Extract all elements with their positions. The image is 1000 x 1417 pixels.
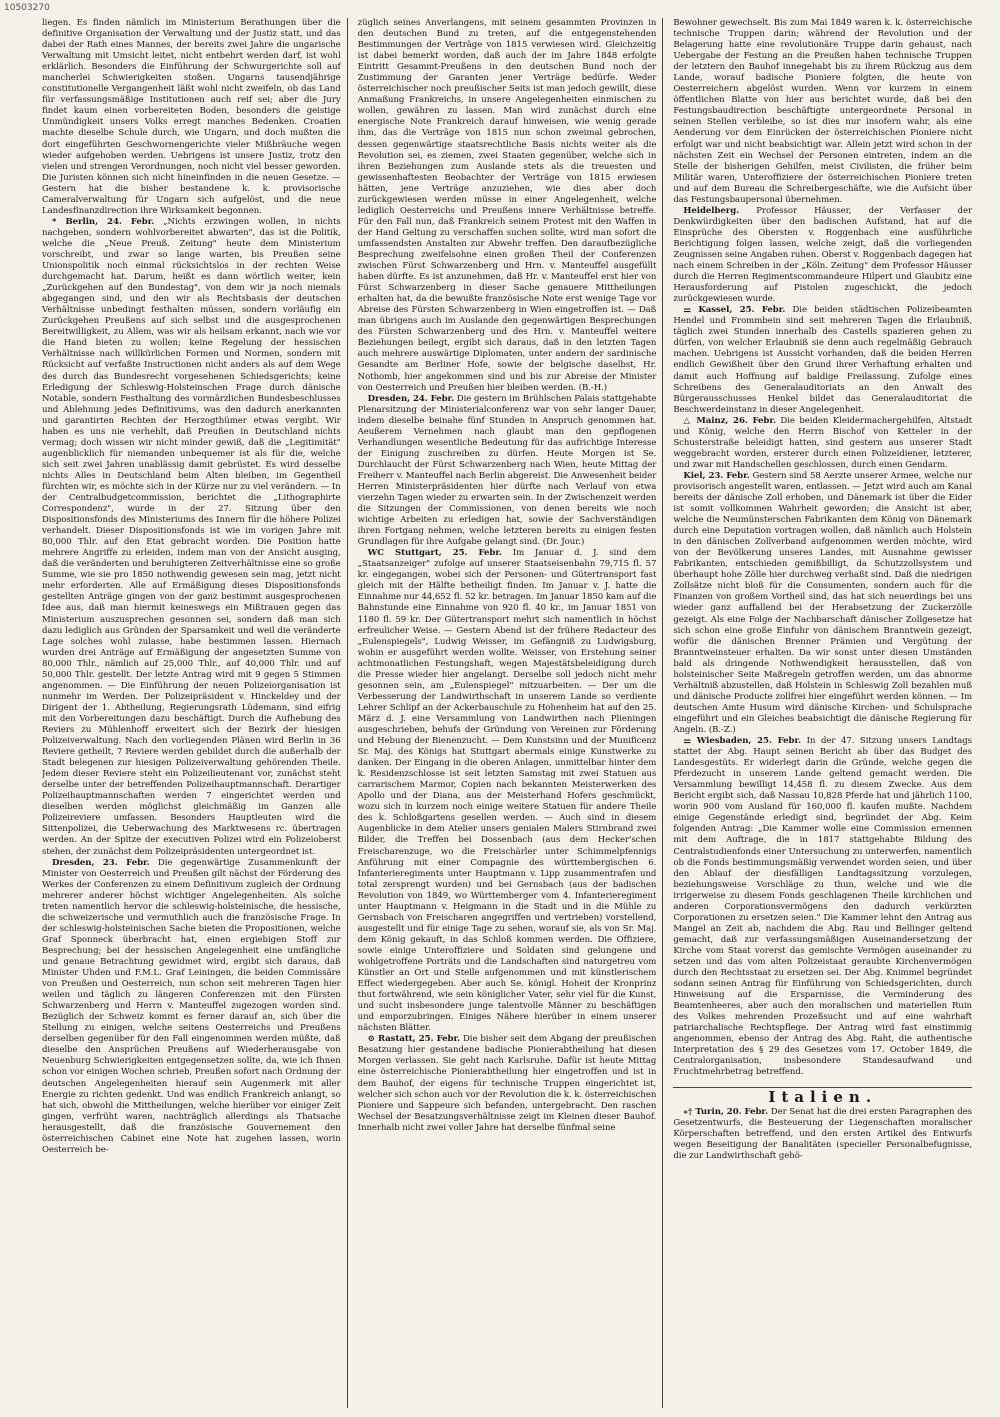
- article-text: Die beiden städtischen Polizeibeamten Hendel und Frommbein sind seit mehreren Tagen die Erlaubniß, täglich zwei Stunden innerhalb des Castells spazieren gehen zu dürfen, von welcher Erlaubniß sie denn auch regelmäßig Gebrauch machen. Uebrigens ist Aussicht vorhanden, daß die beiden Herren endlich Gewißheit über den Grund ihrer Verhaftung erhalten und damit auch Hoffnung auf baldige Freilassung. Zufolge eines Schreibens des Generalauditoriats an den Anwalt des Bürgerausschusses Henkel bildet das Generalauditoriat die Beschwerdeinstanz in dieser Angelegenheit.: [673, 305, 973, 415]
- article-paragraph: [673, 18, 972, 206]
- column-3: [673, 18, 972, 1408]
- article-paragraph: [358, 548, 657, 1034]
- article-dateline: ⚌ Wiesbaden, 25. Febr.: [683, 736, 802, 747]
- article-paragraph: [358, 1034, 657, 1133]
- article-paragraph: [42, 18, 341, 217]
- page-id-label: 10503270: [4, 3, 50, 13]
- article-paragraph: [42, 858, 341, 1156]
- article-dateline: Dresden, 23. Febr.: [52, 857, 150, 868]
- article-dateline: ⊙ Rastatt, 25. Febr.: [367, 1034, 461, 1045]
- article-paragraph: [673, 416, 972, 471]
- section-heading: Italien.: [673, 1087, 972, 1103]
- article-text: Im Januar d. J. sind dem „Staatsanzeiger" zufolge auf unserer Staatseisenbahn 79,715 fl. 57 kr. eingegangen, wobei sich der Personen- und Gütertransport fast gleich mit der Hälfte betheiligt finden. Im Januar v. J. hatte die Einnahme nur 44,652 fl. 52 kr. betragen. Im Januar 1850 kam auf die Bahnstunde eine Einnahme von 920 fl. 40 kr., im Januar 1851 von 1180 fl. 59 kr. Der Gütertransport mehrt sich namentlich in höchst erfreulicher Weise. — Gestern Abend ist der frühere Redacteur des „Eulenspiegels", Ludwig Weisser, im Gefängniß zu Ludwigsburg, wohin er ausgeführt werden wollte. Weisser, von Erstehung seiner achtmonatlichen Festungshaft, wegen Majestätsbeleidigung durch die Presse wieder hier angelangt. Derselbe soll jedoch nicht mehr gesonnen sein, am „Eulenspiegel" mitzuarbeiten. — Der um die Verbesserung der Landwirthschaft in unserem Lande so verdiente Lehrer Schlipf an der Ackerbauschule zu Hohenheim hat auf den 25. März d. J. eine Versammlung von Landwirthen nach Plieningen ausgeschrieben, behufs der Gründung von Vereinen zur Förderung und Hebung der Bienenzucht. — Dem Kunstsinn und der Munificenz Sr. Maj. des Königs hat Stuttgart abermals einige Kunstwerke zu danken. Der Eingang in die oberen Anlagen, unmittelbar hinter dem k. Residenzschlosse ist seit letzten Samstag mit zwei Statuen aus carrarischem Marmor, Copien nach bekannten Meisterwerken des Apollo und der Diana, aus der Meisterhand Hofers geschmückt, wozu sich in kurzem noch einige weitere Statuen für andere Theile des k. Schloßgartens gesellen werden. — Auch sind in diesem Augenblicke in dem Atelier unsers genialen Malers Stirnbrand zwei Bilder, die Treffen bei Dossenbach (aus dem Hecker'schen Freischarenzuge, wo die Freischärler unter Schimmelpfennigs Anführung mit einer Compagnie des württembergischen 6. Infanterieregiments unter Hauptmann v. Lipp zusammentrafen und total zersprengt wurden) und bei Gernsbach (aus der badischen Revolution von 1849, wo Württemberger vom 4. Infanterieregiment unter Hauptmann v. Heigmann in die Stadt und in die Mühle zu Gernsbach von Freischaren angegriffen und vertrieben) vorstellend, ausgestellt und für einige Tage zu sehen, worauf sie, als von Sr. Maj. dem König gekauft, in das Schloß kommen werden. Die Offiziere, sowie einige Unteroffiziere und Soldaten sind gelungene und wohlgetroffene Porträts und die Landschaften sind naturgetreu vom Künstler an Ort und Stelle aufgenommen und mit künstlerischem Effect wiedergegeben. Aber auch Se. königl. Hoheit der Kronprinz thut fortwährend, wie sein königlicher Vater, sehr viel für die Kunst, und sucht insbesondere junge talentvolle Männer zu beschäftigen und emporzubringen. Einiges Nähere hierüber in einem unserer nächsten Blätter.: [357, 548, 657, 1034]
- column-1: [42, 18, 348, 1408]
- article-paragraph: [673, 206, 972, 305]
- article-text: Gestern sind 58 Aerzte unserer Armee, welche nur provisorisch angestellt waren, entlassen. — Jetzt wird auch am Kanal bereits der dänische Zoll erhoben, und Dänemark ist über die Eider ist somit vollkommen Wahrheit geworden; die Ansicht ist aber, welche die Neumünsterschen Fabrikanten dem König von Dänemark durch eine Deputation vortragen wollen, daß nämlich auch Holstein in den dänischen Zollverband aufgenommen werden möchte, wird von der Bevölkerung unseres Landes, mit Ausnahme gewisser Fabrikanten, entschieden gemißbilligt, da Schutzzollsystem und überhaupt hohe Zölle hier durchweg verhaßt sind. Daß die niedrigen Zollsätze nicht bloß für die Consumenten, sondern auch für die Finanzen von großem Vortheil sind, das hat sich neuerdings bei uns wieder ganz auffallend bei der Herabsetzung der Zuckerzölle gezeigt. Als eine Folge der Nachbarschaft dänischer Zollgesetze hat sich schon eine große Einfuhr von dänischem Branntwein gezeigt, wofür die dänischen Brenner Prämien und Vergütung der Branntweinsteuer erhalten. Da wir sonst unter diesen Umständen bald als dringende Nothwendigkeit herausstellen, daß von holsteinischer Seite Maßregeln getroffen werden, um das abnorme Verhältniß abzustellen, daß Holstein in Schleswig Zoll bezahlen muß und dänische Producte zollfrei hier eingeführt werden können. — Im deutschen Amte Husum wird dänische Kirchen- und Schulsprache eingeführt und ein Gleiches beabsichtigt die dänische Regierung für Angeln. (B.-Z.): [673, 470, 973, 735]
- article-text: Die beiden Kleidermachergehilfen, Altstadt und König, welche den Herrn Bischof von Ketteler in der Schusterstraße beleidigt hatten, sind gestern aus unserer Stadt weggebracht worden, ersterer durch einen Polizeidiener, letzterer, und zwar mit Handschellen geschlossen, durch einen Gendarm.: [673, 415, 973, 470]
- article-paragraph: [673, 736, 972, 1078]
- article-paragraph: [673, 305, 972, 415]
- article-text: liegen. Es finden nämlich im Ministerium Berathungen über die definitive Organisation der Verwaltung und der Justiz statt, und das dabei der Rath eines Mannes, der bereits zwei Jahre die ungarische Verwaltung mit Umsicht leitet, nicht entbehrt werden darf, ist wohl erklärlich. Besonders die Einführung der Schwurgerichte soll auf mancherlei Schwierigkeiten stoßen. Ungarns tausendjährige constitutionelle Vergangenheit läßt wohl nicht zweifeln, ob das Land für verfassungsmäßige Institutionen auch reif sei; aber die Jury findet kaum einen vorbereiteten Boden, besonders die geistige Unmündigkeit unsers Volks erregt manches Bedenken. Croatien machte dieselbe Schule durch, wie Ungarn, und doch mußten die dort eingeführten Geschwornengerichte vieler Mißbräuche wegen wieder aufgehoben werden. Uebrigens ist unsere Justiz, trotz den vielen und strengen Verordnungen, noch nicht viel besser geworden. Die Juristen können sich nicht hineinfinden in die neuen Gesetze. — Gestern hat die bisher bestandene k. k. provisorische Cameralverwaltung für Ungarn sich aufgelöst, und die neue Landesfinanzdirection ihre Wirksamkeit begonnen.: [42, 18, 341, 216]
- article-paragraph: [673, 1107, 972, 1162]
- article-paragraph: [42, 217, 341, 858]
- article-dateline: ⁎† Turin, 20. Febr.: [683, 1106, 768, 1117]
- article-text: Die gegenwärtige Zusammenkunft der Minister von Oesterreich und Preußen gilt nächst der Förderung des Werkes der Conferenzen zu einem Definitivum zugleich der Ordnung mehrerer anderer höchst wichtiger Angelegenheiten. Als solche treten namentlich hervor die schleswig-holsteinische, die hessische, die schweizerische und vermuthlich auch die französische Frage. In der schleswig-holsteinischen Sache bieten die Propositionen, welche Graf Sponneck überbracht hat, einen ergiebigen Stoff zur Besprechung; bei der hessischen Angelegenheit eine umfängliche und genaue Betrachtung gewidmet wird, ergibt sich daraus, daß Minister Uhden und F.M.L. Graf Leiningen, die beiden Commissäre von Preußen und Oesterreich, nun schon seit mehreren Tagen hier weilen und täglich zu längeren Conferenzen mit den Fürsten Schwarzenberg und Herrn v. Manteuffel zugezogen worden sind. Bezüglich der Schweiz kommt es ferner darauf an, sich über die Stellung zu einigen, welche seitens Oesterreichs und Preußens derselben gegenüber für den Fall eingenommen werden müßte, daß dieselbe den Ansprüchen Preußens auf Wiederherausgabe von Neuenburg Schwierigkeiten entgegensetzen sollte, da, wie ich Ihnen schon vor einigen Wochen schrieb, Preußen sofort nach Ordnung der deutschen Angelegenheiten hierauf sein Augenmerk mit aller Energie zu richten gedenkt. Und was endlich Frankreich anlangt, so hat sich, obwohl die Mittheilungen, welche hierüber vor einiger Zeit gingen, verfrüht waren, nachträglich allerdings als Thatsache herausgestellt, daß die französische Gouvernement den österreichischen Cabinet eine Note hat zugehen lassen, worin Oesterreich be-: [42, 857, 341, 1155]
- article-paragraph: [358, 18, 657, 394]
- article-text: „Nichts erzwingen wollen, in nichts nachgeben, sondern wohlvorbereitet abwarten", das ist die Politik, welche die „Neue Preuß. Zeitung" heute dem Ministerium vorschreibt, und zwar so lange warten, bis Preußen seine Unionspolitik noch einmal rücksichtslos in der rechten Weise durchgemacht hat. Darum, heißt es dann wörtlich weiter, kein „Zurückgehen auf den Bundestag", von dem wir ja noch niemals abgegangen sind, und den wir als Rechtsbasis der deutschen Verhältnisse unbedingt festhalten müssen, sondern vorläufig ein Zurückgehen Preußens auf sich selbst und die ausgesprochenen Bereitwilligkeit, zu Allem, was wir als heilsam erkannt, nach wie vor die Hand bieten zu wollen; keine Regelung der hessischen Verhältnisse nach willkürlichen Formen und Normen, sondern mit Rücksicht auf verfaßte Instructionen nicht anders als auf dem Wege des durch das Bundesrecht vorgesehenen Schiedsgerichts; keine Erledigung der Schleswig-Holsteinschen Frage durch dänische Notable, sondern Festhaltung des vormärzlichen Bundesbeschlusses und Ablehnung jedes Definitivums, was den dadurch anerkannten und garantirten Rechten der Herzogthümer etwas vergibt. Wir haben es uns nie verhehlt, daß Preußen in Deutschland nichts vermag; doch wissen wir nicht minder gewiß, daß die „Legitimität" augenblicklich für niemanden unbequemer ist als für die, welche sich seit zwei Jahren unablässig damit gebrüstet. Es wird desselbe nichts Alles in Deutschland beim Alten bleiben, im Gegentheil fürchten wir, es möchte sich in der Kürze nur zu viel verändern. — In der Centralbudgetcommission, berichtet die „Lithographirte Correspondenz", wurde in der 27. Sitzung über den Dispositionsfonds des Ministeriums des Innern für die höhere Polizei verhandelt. Dieser Dispositionsfonds ist wie im vorigen Jahre mit 80,000 Thlr. auf den Etat gebracht worden. Die Position hatte mehrere Angriffe zu erleiden, indem man von der Ansicht ausging, daß die veränderten und beruhigteren Zeitverhältnisse eine so große Summe, wie sie pro 1850 nothwendig gewesen sein mag, jetzt nicht mehr erforderten. Alle auf Ermäßigung dieses Dispositionsfonds gestellten Anträge gingen von der ganz bestimmt ausgesprochenen Idee aus, daß man hiermit keineswegs ein Mißtrauen gegen das Ministerium auszusprechen gesonnen sei, sondern daß man sich dazu lediglich aus Gründen der Sparsamkeit und weil die veränderte Lage solches wohl zulasse, habe bestimmen lassen. Hiernach wurden drei Anträge auf Ermäßigung der angesetzten Summe von 80,000 Thlr., nämlich auf 25,000 Thlr., auf 40,000 Thlr. und auf 50,000 Thlr. gestellt. Der letzte Antrag wird mit 9 gegen 5 Stimmen angenommen. — Die Einführung der neuen Polizeiorganisation ist nunmehr im Werden. Der Polizeipräsident v. Hinckeldey und der Dirigent der 1. Abtheilung, Regierungsrath Lüdemann, sind eifrig mit den Vorbereitungen dazu beschäftigt. Durch die Aufhebung des Reviers zu Mühlenhoff erweitert sich der Bezirk der hiesigen Polizeiverwaltung. Nach den vorliegenden Plänen wird Berlin in 36 Reviere getheilt, 7 Reviere werden gebildet durch die außerhalb der Stadt belegenen zur hiesigen Polizeiverwaltung gehörenden Theile. Jedem dieser Reviere steht ein Polizeilieutenant vor, zunächst steht derselbe unter der betreffenden Polizeihauptmannschaft. Derartiger Polizeihauptmannschaften werden 7 eingerichtet werden und dieselben werden möglichst gleichmäßig im Ganzen alle Polizeireviere umfassen. Besonders Hauptleuten wird die Sittenpolizei, die Ueberwachung des Marktwesens rc. übertragen werden. An der Spitze der executiven Polizei wird ein Polizeioberst stehen, der zunächst dem Polizeipräsidenten untergeordnet ist.: [42, 216, 341, 857]
- article-paragraph: [358, 394, 657, 549]
- article-text: Bewohner gewechselt. Bis zum Mai 1849 waren k. k. österreichische technische Truppen darin; während der Revolution und der Belagerung hatte eine revolutionäre Truppe darin gehaust, nach Uebergabe der Festung an die Preußen haben technische Truppen der letztern den Bauhof innegehabt bis zu ihrem Rückzug aus dem Lande, worauf badische Pioniere folgten, die heute von Oesterreichern abgelöst wurden. Wenn vor kurzem in einem öffentlichen Blatte von hier aus berichtet wurde, daß bei den Festungsbaudirection beschäftigte untergeordnete Personal in seinen Stellen verbleibe, so ist dies nur insofern wahr, als eine Aenderung vor dem Einrücken der österreichischen Pioniere nicht erfolgt war und nicht beabsichtigt war. Allein jetzt wird schon in der nächsten Zeit ein Wechsel der Personen eintreten, indem an die Stelle der bisherigen Gehilfen, meist Civilisten, die früher beim Militär waren, Unteroffiziere der österreichischen Pioniere treten und auf dem Bureau die Schreibergeschäfte, wie die Aufsicht über das Festungsbaupersonal übernehmen.: [673, 18, 973, 205]
- article-text: züglich seines Anverlangens, mit seinem gesammten Provinzen in den deutschen Bund zu treten, auf die entgegenstehenden Bestimmungen der Verträge von 1815 verwiesen wird. Gleichzeitig ist dabei bemerkt worden, daß auch der im Jahre 1848 erfolgte Eintritt Gesammt-Preußens in den deutschen Bund noch der Zustimmung der Garanten jener Verträge bedürfe. Weder österreichischer noch preußischer Seits ist man jedoch gewillt, diese Anmaßung Frankreichs, in unsere Angelegenheiten einmischen zu wollen, gewähren zu lassen. Man wird zunächst durch eine energische Note Frankreich darauf hinweisen, wie wenig gerade ihm, das die Verträge von 1815 nun schon zweimal gebrochen, dessen gegenwärtige staatsrechtliche Basis nichts weiter als die Revolution sei, es ziemen, zwei Staaten gegenüber, welche sich in ihren Beziehungen zum Auslande stets als die treuesten und gewissenhaftesten Beobachter der Verträge von 1815 erwiesen hätten, jene Verträge anzuziehen, wie dies aber doch zurückgewiesen werden müsse in einer Angelegenheit, welche lediglich Oesterreichs und Preußens innere Verhältnisse betreffe. Für den Fall nun, daß Frankreich seinem Protest mit den Waffen in der Hand Geltung zu verschaffen suchen sollte, wird man sofort die umfassendsten Anstalten zur Abwehr treffen. Den daraufbezügliche Besprechung zweifelsohne einen großen Theil der Conferenzen zwischen Fürst Schwarzenberg und Hrn. v. Manteuffel ausgefüllt haben dürfte. Es ist anzunehmen, daß Hr. v. Manteuffel erst hier von Fürst Schwarzenberg in dieser Sache genauere Mittheilungen erhalten hat, da die bewußte französische Note erst wenige Tage vor Abreise des Fürsten Schwarzenberg in Wien eingetroffen ist. — Daß man übrigens auch im Auslande den gegenwärtigen Besprechungen des Fürsten Schwarzenberg und des Hrn. v. Manteuffel weitere Beziehungen beilegt, ergibt sich daraus, daß in den letzten Tagen auch mehrere auswärtige Diplomaten, unter andern der sardinische Gesandte am Berliner Hofe, sowie der belgische daselbst, Hr. Nothomb, hier angekommen sind und bis zur Abreise der Minister von Oesterreich und Preußen hier bleiben werden. (B.-H.): [357, 18, 657, 393]
- article-text: In der 47. Sitzung unsers Landtags stattet der Abg. Haupt seinen Bericht ab über das Budget des Landesgestüts. Er widerlegt darin die Gründe, welche gegen die Pferdezucht in unserem Lande geltend gemacht werden. Die Versammlung bewilligt 14,458 fl. zu diesem Zwecke. Aus dem Bericht ergibt sich, daß Nassau 10,828 Pferde hat und jährlich 1100, worin 900 vom Ausland für 160,000 fl. kaufen mußte. Nachdem einige Gegenstände erledigt sind, begründet der Abg. Keim folgenden Antrag: „Die Kammer wolle eine Commission ernennen mit dem Auftrage, die in 1817 stattgehabte Bildung des Centralstudienfonds einer Untersuchung zu unterwerfen, namentlich ob die Fonds bestimmungsmäßig verwendet worden seien, und über den Ablauf der diesfälligen Landtagssitzung vorzulegen, beziehungsweise Vorschläge zu thun, welche und wie die irrigerweise zu diesem Fonds geschlagenen Theile kirchlichen und anderen Corporationsvermögens den dadurch verkürzten Corporationen zu ersetzen seien." Die Kammer lehnt den Antrag aus Mangel an Zeit ab, nachdem die Abg. Rau und Bellinger geltend gemacht, daß zur verfassungsmäßigen Auseinandersetzung der Kirche vom Staat vorerst das gemischte Vermögen auseinander zu setzen und das vom alten Polizeistaat geraubte Kirchenvermögen durch den Rechtsstaat zu ersetzen sei. Der Abg. Knimmel begründet sodann seinen Antrag für Einführung von Schiedsgerichten, durch Hinweisung auf die Ersparnisse, die Verminderung des Beamtenheeres, aber auch den moralischen und materiellen Ruin des Volkes mehrenden Prozeßsucht und auf eine wahrhaft patriarchalische Rechtspflege. Der Antrag wird fast einstimmig angenommen, ebenso der Antrag des Abg. Raht, die authentische Interpretation des § 29 des Gesetzes vom 17. October 1849, die Centralorganisation, insbesondere Standesaufwand und Fruchtmehrbetrag betreffend.: [673, 736, 973, 1078]
- article-dateline: ⚌ Kassel, 25. Febr.: [683, 305, 786, 316]
- article-dateline: Kiel, 23. Febr.: [683, 470, 750, 481]
- article-paragraph: [673, 471, 972, 736]
- article-dateline: △ Mainz, 26. Febr.: [683, 415, 776, 426]
- article-dateline: WC Stuttgart, 25. Febr.: [367, 548, 502, 559]
- article-text: Der Senat hat die drei ersten Paragraphen des Gesetzentwurfs, die Besteuerung der Liegenschaften moralischer Körperschaften betreffend, und den ersten Artikel des Entwurfs wegen Beseitigung der Banalitäten (specieller Personalbefugnisse, die zur Landwirthschaft gehö-: [673, 1106, 973, 1161]
- article-text: Die gestern im Brühlschen Palais stattgehabte Plenarsitzung der Ministerialconferenz war von sehr langer Dauer, indem dieselbe beinahe fünf Stunden in Anspruch genommen hat. Aeußerem Vernehmen nach glaubt man den gepflogenen Verhandlungen wesentliche Bedeutung für das aufrichtige Interesse der Einigung zuschreiben zu dürfen. Heute Morgen ist Se. Durchlaucht der Fürst Schwarzenberg nach Wien, heute Mittag der Freiherr v. Manteuffel nach Berlin abgereist. Die Anwesenheit beider Herren Ministerpräsidenten hier dürfte nach Verlauf von etwa vierzehn Tagen wieder zu erwarten sein. In der Zwischenzeit werden die Sitzungen der Commissionen, von denen bereits wie noch wichtige Arbeiten zu erledigen hat, sowie der Sachverständigen ihren Fortgang nehmen, welche letzteren bereits zu einigen festen Grundlagen für ihre Aufgabe gelangt sind. (Dr. Jour.): [357, 393, 657, 548]
- article-dateline: Dresden, 24. Febr.: [367, 393, 455, 404]
- column-2: [358, 18, 664, 1408]
- article-dateline: * Berlin, 24. Febr.: [52, 216, 155, 227]
- article-dateline: Heidelberg.: [683, 205, 740, 216]
- article-text: Die bisher seit dem Abgang der preußischen Besatzung hier gestandene badische Pionierabtheilung hat diesen Morgen verlassen. Sie geht nach Karlsruhe. Dafür ist heute Mittag eine österreichische Pionierabtheilung hier eingetroffen und ist in dem Bauhof, der eigens für technische Truppen eingerichtet ist, welcher sich schon auch vor der Revolution die k. k. österreichischen Pioniere und Sappeure sich befanden, untergebracht. Den raschen Wechsel der Besatzungsverhältnisse zeigt im Kleinen dieser Bauhof. Innerhalb nicht zwei voller Jahre hat derselbe fünfmal seine: [357, 1034, 657, 1133]
- article-text: Professor Häusser, der Verfasser der Denkwürdigkeiten über den badischen Aufstand, hat auf die Einsprüche des Obersten v. Roggenbach eine ausführliche Berichtigung folgen lassen, welche zeigt, daß die vorliegenden Zeugnissen seine Angaben ruhen. Oberst v. Roggenbach dagegen hat nach einem Schreiben in der „Köln. Zeitung" dem Professor Häusser durch die Herren Regimentscommandeure Hilpert und Glaubitz eine Herausforderung auf Pistolen zugeschickt, die jedoch zurückgewiesen wurde.: [673, 205, 973, 305]
- newspaper-columns: [42, 18, 972, 1408]
